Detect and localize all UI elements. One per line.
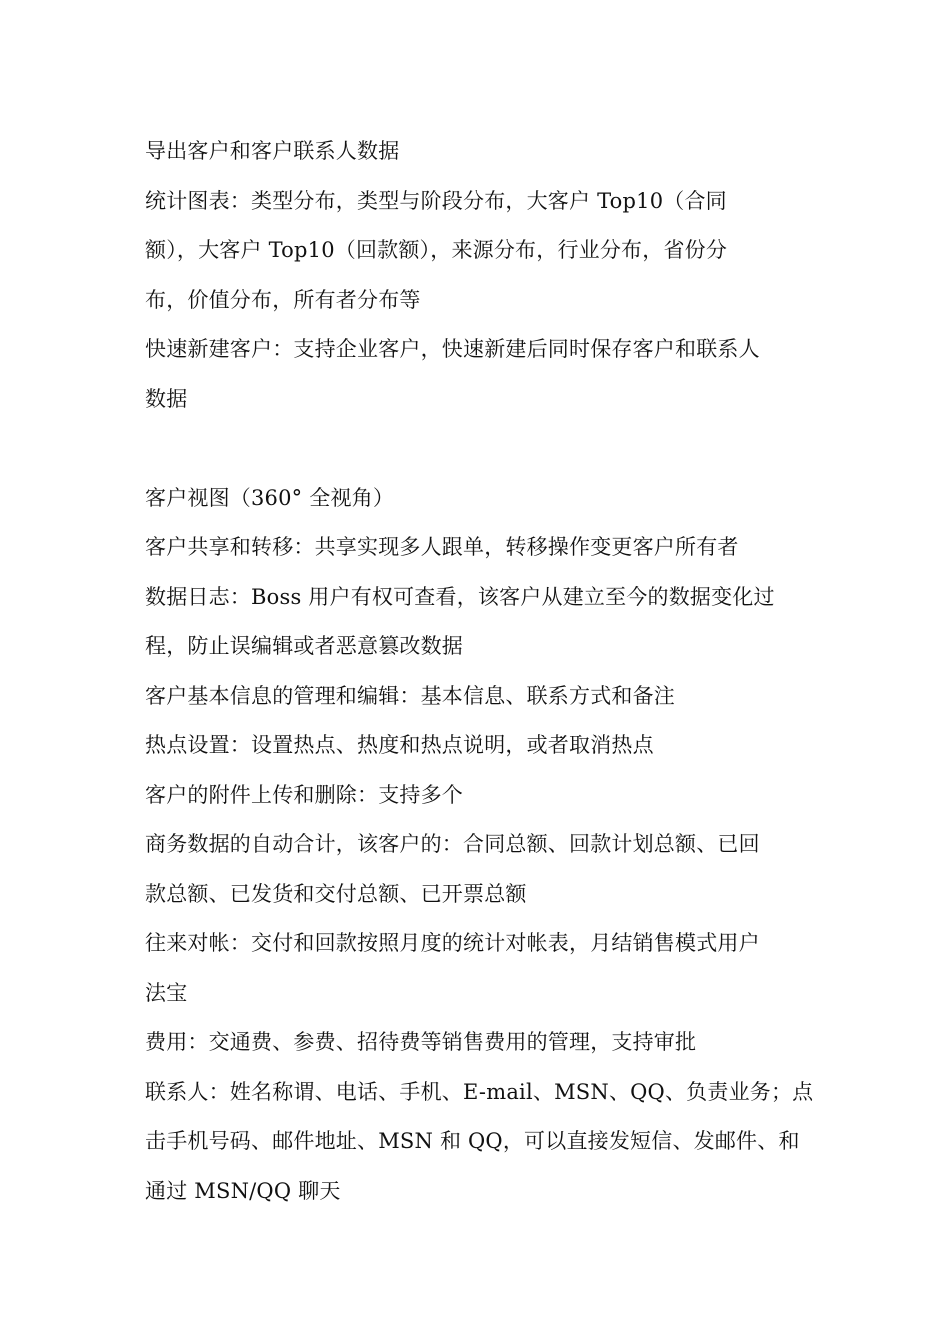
text-line: 法宝 — [145, 980, 188, 1005]
document-body — [145, 127, 814, 1216]
text-line: 布，价值分布，所有者分布等 — [145, 287, 421, 312]
blank-line — [145, 424, 810, 474]
text-line: 客户基本信息的管理和编辑：基本信息、联系方式和备注 — [145, 683, 675, 708]
text-line: 通过 MSN/QQ 聊天 — [145, 1178, 341, 1203]
text-line: 客户共享和转移：共享实现多人跟单，转移操作变更客户所有者 — [145, 535, 739, 559]
text-line: 客户的附件上传和删除：支持多个 — [145, 782, 463, 807]
text-line: 商务数据的自动合计，该客户的：合同总额、回款计划总额、已回 — [145, 832, 760, 856]
text-line: 联系人：姓名称谓、电话、手机、E-mail、MSN、QQ、负责业务；点 — [145, 1079, 814, 1104]
text-line: 费用：交通费、参费、招待费等销售费用的管理，支持审批 — [145, 1030, 697, 1054]
text-line: 程，防止误编辑或者恶意篡改数据 — [145, 634, 463, 658]
text-line: 客户视图（360° 全视角） — [145, 485, 395, 510]
text-line: 快速新建客户：支持企业客户，快速新建后同时保存客户和联系人 — [145, 337, 760, 361]
text-line: 数据日志：Boss 用户有权可查看，该客户从建立至今的数据变化过 — [145, 584, 775, 609]
text-line: 额），大客户 Top10（回款额），来源分布，行业分布，省份分 — [145, 238, 728, 262]
text-line: 款总额、已发货和交付总额、已开票总额 — [145, 881, 527, 906]
text-line: 热点设置：设置热点、热度和热点说明，或者取消热点 — [145, 733, 654, 757]
text-line: 导出客户和客户联系人数据 — [145, 139, 400, 163]
text-line: 统计图表：类型分布，类型与阶段分布，大客户 Top10（合同 — [145, 188, 727, 213]
text-line: 数据 — [145, 386, 188, 411]
text-line: 击手机号码、邮件地址、MSN 和 QQ，可以直接发短信、发邮件、和 — [145, 1129, 800, 1153]
text-line: 往来对帐：交付和回款按照月度的统计对帐表，月结销售模式用户 — [145, 931, 760, 955]
